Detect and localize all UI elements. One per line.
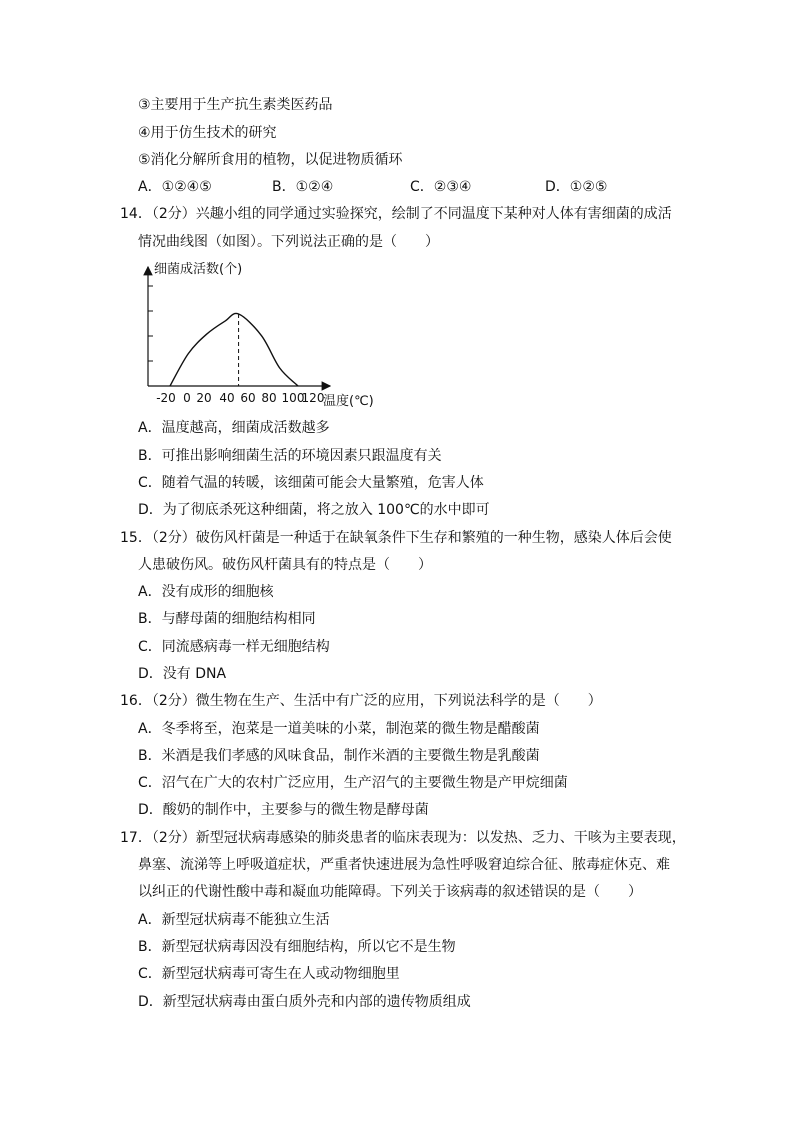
chart-xlabel: 温度(℃)	[323, 394, 374, 409]
q15-stem-line1: 15．（2分）破伤风杆菌是一种适于在缺氧条件下生存和繁殖的一种生物，感染人体后会使	[120, 530, 672, 546]
q13-option-d: D．①②⑤	[545, 179, 608, 195]
q13-option-c: C．②③④	[410, 179, 472, 195]
q14-stem-line2: 情况曲线图（如图）。下列说法正确的是（ ）	[138, 234, 439, 250]
q17-stem-line3: 以纠正的代谢性酸中毒和凝血功能障碍。下列关于该病毒的叙述错误的是（ ）	[138, 884, 642, 900]
q13-option-b: B．①②④	[272, 179, 334, 195]
q17-option-d: D．新型冠状病毒由蛋白质外壳和内部的遗传物质组成	[138, 994, 471, 1010]
q14-option-c: C．随着气温的转暖，该细菌可能会大量繁殖，危害人体	[138, 475, 484, 491]
chart-x-tick-label: 120	[301, 391, 325, 405]
chart-x-tick-label: 20	[196, 391, 212, 405]
q13-item-3: ③主要用于生产抗生素类医药品	[138, 97, 333, 113]
q17-option-a: A．新型冠状病毒不能独立生活	[138, 912, 330, 928]
q17-stem-line1: 17．（2分）新型冠状病毒感染的肺炎患者的临床表现为：以发热、乏力、干咳为主要表现，	[120, 830, 686, 846]
q16-option-d: D．酸奶的制作中，主要参与的微生物是酵母菌	[138, 802, 429, 818]
q14-option-a: A．温度越高，细菌成活数越多	[138, 420, 330, 436]
chart-x-tick-label: 40	[219, 391, 235, 405]
q14-option-d: D．为了彻底杀死这种细菌，将之放入 100℃的水中即可	[138, 502, 490, 518]
q16-stem-line1: 16．（2分）微生物在生产、生活中有广泛的应用，下列说法科学的是（ ）	[120, 693, 602, 709]
q15-stem-line2: 人患破伤风。破伤风杆菌具有的特点是（ ）	[138, 557, 432, 573]
q15-option-a: A．没有成形的细胞核	[138, 584, 274, 600]
q16-option-c: C．沼气在广大的农村广泛应用，生产沼气的主要微生物是产甲烷细菌	[138, 775, 568, 791]
chart-curve	[170, 313, 298, 386]
q17-stem-line2: 鼻塞、流涕等上呼吸道症状，严重者快速进展为急性呼吸窘迫综合征、脓毒症休克、难	[138, 857, 670, 873]
q17-option-b: B．新型冠状病毒因没有细胞结构，所以它不是生物	[138, 939, 456, 955]
chart-x-tick-label: 100	[281, 391, 305, 405]
q15-option-d: D．没有 DNA	[138, 666, 227, 682]
q17-option-c: C．新型冠状病毒可寄生在人或动物细胞里	[138, 966, 400, 982]
chart-x-tick-label: -20	[156, 391, 176, 405]
q13-item-5: ⑤消化分解所食用的植物，以促进物质循环	[138, 152, 403, 168]
q15-option-c: C．同流感病毒一样无细胞结构	[138, 639, 330, 655]
chart-x-tick-label: 80	[261, 391, 277, 405]
chart-x-tick-label: 0	[183, 391, 191, 405]
q14-stem-line1: 14．（2分）兴趣小组的同学通过实验探究，绘制了不同温度下某种对人体有害细菌的成活	[120, 206, 672, 222]
q13-option-a: A．①②④⑤	[138, 179, 212, 195]
q14-option-b: B．可推出影响细菌生活的环境因素只跟温度有关	[138, 448, 442, 464]
q16-option-a: A．冬季将至，泡菜是一道美味的小菜，制泡菜的微生物是醋酸菌	[138, 721, 540, 737]
q15-option-b: B．与酵母菌的细胞结构相同	[138, 611, 316, 627]
chart-ylabel: 细菌成活数(个)	[154, 262, 243, 277]
q13-item-4: ④用于仿生技术的研究	[138, 125, 277, 141]
q14-chart	[130, 255, 410, 415]
q16-option-b: B．米酒是我们孝感的风味食品，制作米酒的主要微生物是乳酸菌	[138, 748, 540, 764]
chart-x-tick-label: 60	[240, 391, 256, 405]
